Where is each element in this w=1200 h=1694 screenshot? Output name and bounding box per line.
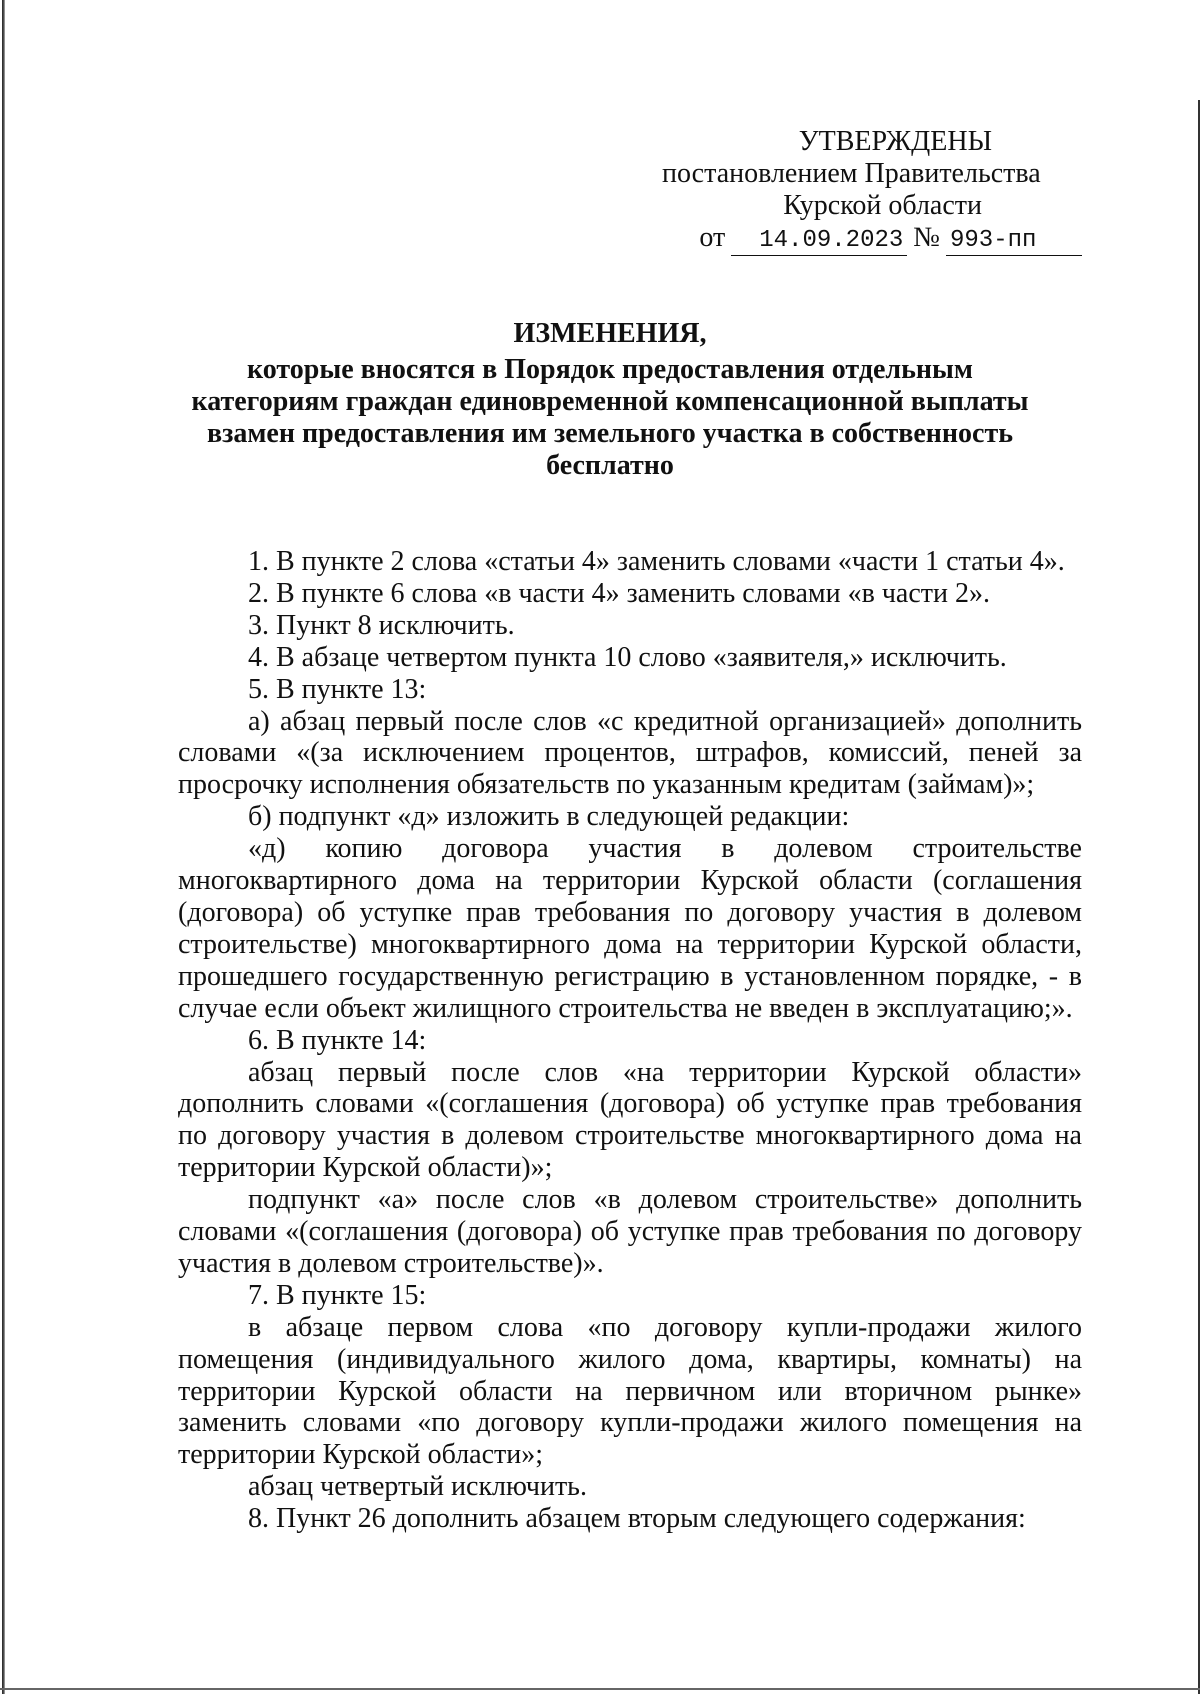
paragraph-item-7-para4: абзац четвертый исключить.	[248, 1471, 587, 1503]
scan-edge-bottom	[0, 1688, 1200, 1690]
approval-date: 14.09.2023	[731, 227, 907, 256]
paragraph-item-5: 5. В пункте 13:	[248, 673, 427, 705]
scan-edge-left	[2, 0, 5, 1694]
paragraph-item-7-para1: в абзаце первом слова «по договору купли-продажи жилого помещения (индивидуального жилого дома, квартиры, комнаты) на территории Курской области на первичном или вторичном рынке» заменить словами «по договору купли-продажи жилого помещения на территории Курской области»;	[178, 1311, 1082, 1471]
document-heading	[170, 318, 1050, 482]
paragraph-item-6: 6. В пункте 14:	[248, 1024, 427, 1056]
date-prefix: от	[699, 222, 726, 253]
paragraph-item-2: 2. В пункте 6 слова «в части 4» заменить словами «в части 2».	[248, 577, 990, 609]
paragraph-item-8: 8. Пункт 26 дополнить абзацем вторым следующего содержания:	[248, 1503, 1026, 1535]
approval-region-line: Курской области	[783, 190, 982, 221]
paragraph-item-5b-text: «д) копию договора участия в долевом строительстве многоквартирного дома на территории Курской области (соглашения (договора) об уступке прав требования по договору участия в долевом строительстве) многоквартирного дома на территории Курской области, прошедшего государственную регистрацию в установленном порядке, - в случае если объект жилищного строительства не введен в эксплуатацию;».	[178, 833, 1082, 1024]
approval-block	[662, 126, 1082, 256]
document-subtitle-line: бесплатно	[546, 450, 674, 481]
paragraph-item-6-subpoint-a: подпункт «а» после слов «в долевом строительстве» дополнить словами «(соглашения (договора) об уступке прав требования по договору участия в долевом строительстве)».	[178, 1184, 1082, 1279]
approved-label: УТВЕРЖДЕНЫ	[798, 126, 992, 157]
paragraph-item-1: 1. В пункте 2 слова «статьи 4» заменить словами «части 1 статьи 4».	[248, 546, 1065, 577]
paragraph-item-6-para1: абзац первый после слов «на территории Курской области» дополнить словами «(соглашения (договора) об уступке прав требования по договору участия в долевом строительстве многоквартирного дома на территории Курской области)»;	[178, 1056, 1082, 1184]
approval-authority-line: постановлением Правительства	[662, 158, 1041, 189]
document-title: ИЗМЕНЕНИЯ,	[513, 318, 707, 349]
approval-number: 993-пп	[946, 227, 1082, 256]
approval-date-line	[699, 222, 1082, 256]
paragraph-item-4: 4. В абзаце четвертом пункта 10 слово «заявителя,» исключить.	[248, 641, 1007, 673]
document-body	[178, 546, 1082, 1535]
paragraph-item-7: 7. В пункте 15:	[248, 1279, 427, 1311]
paragraph-item-3: 3. Пункт 8 исключить.	[248, 609, 515, 641]
number-prefix: №	[913, 222, 940, 253]
document-subtitle-line: категориям граждан единовременной компенсационной выплаты	[191, 386, 1029, 417]
paragraph-item-5b: б) подпункт «д» изложить в следующей редакции:	[248, 801, 850, 833]
document-subtitle-line: которые вносятся в Порядок предоставления отдельным	[246, 354, 973, 385]
paragraph-item-5a: а) абзац первый после слов «с кредитной организацией» дополнить словами «(за исключением процентов, штрафов, комиссий, пеней за просрочку исполнения обязательств по указанным кредитам (займам)»;	[178, 705, 1082, 801]
document-subtitle-line: взамен предоставления им земельного участка в собственность	[206, 418, 1014, 449]
